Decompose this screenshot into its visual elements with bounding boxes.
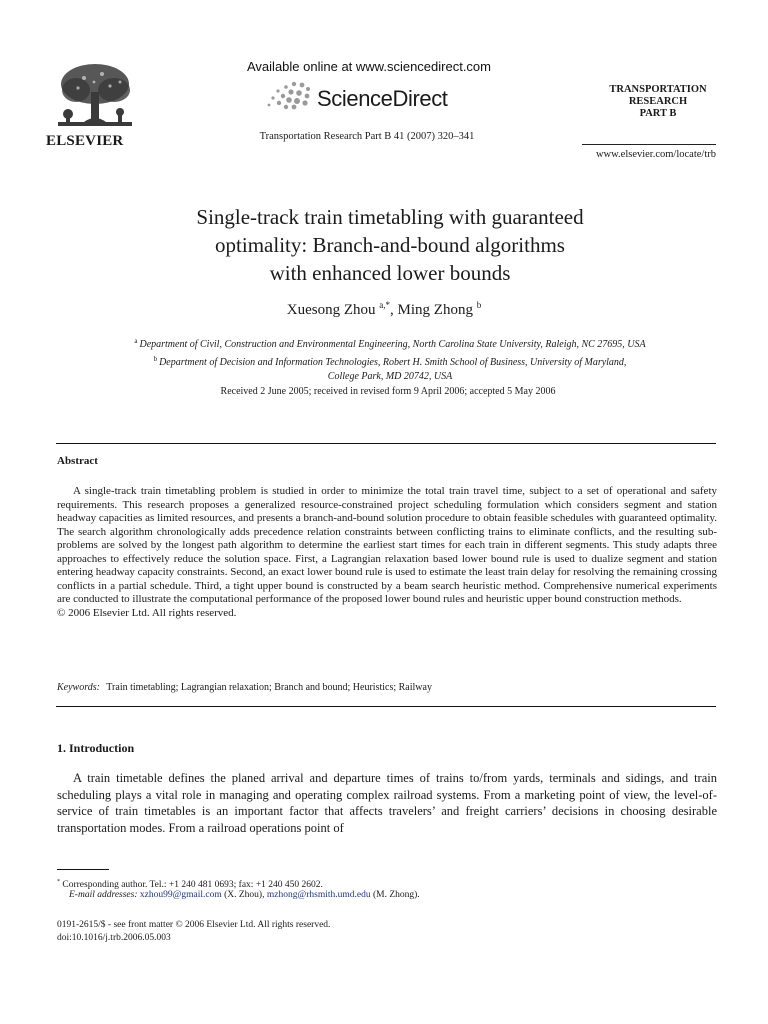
title-line: Single-track train timetabling with guaranteed bbox=[196, 205, 584, 229]
email-link-zhou[interactable]: xzhou99@gmail.com bbox=[139, 890, 222, 900]
affiliation-b bbox=[60, 352, 720, 370]
footnote-rule bbox=[57, 869, 109, 870]
available-online-text: Available online at www.sciencedirect.com bbox=[247, 59, 491, 74]
title-line: with enhanced lower bounds bbox=[269, 261, 511, 285]
sciencedirect-dot bbox=[292, 105, 297, 110]
sciencedirect-dot bbox=[288, 89, 293, 94]
sciencedirect-dot bbox=[306, 87, 310, 91]
author-affiliation-mark: b bbox=[476, 300, 482, 310]
title-line: optimality: Branch-and-bound algorithms bbox=[215, 233, 565, 257]
sciencedirect-dot bbox=[284, 105, 288, 109]
author-separator: , bbox=[390, 302, 398, 318]
sciencedirect-dot bbox=[292, 82, 296, 86]
journal-title-line: RESEARCH bbox=[628, 96, 688, 107]
email-owner: (M. Zhong). bbox=[372, 890, 420, 900]
section-heading-introduction: 1. Introduction bbox=[57, 741, 135, 755]
keywords-label: Keywords: bbox=[57, 682, 100, 693]
sciencedirect-logo-icon bbox=[264, 80, 312, 110]
abstract-copyright: © 2006 Elsevier Ltd. All rights reserved. bbox=[57, 606, 237, 619]
sciencedirect-dot bbox=[284, 85, 288, 89]
email-owner: (X. Zhou), bbox=[224, 890, 265, 900]
author-affiliation-mark: a,* bbox=[379, 300, 391, 310]
header-divider bbox=[582, 144, 716, 145]
sciencedirect-dot bbox=[271, 96, 274, 99]
sciencedirect-dot bbox=[277, 101, 281, 105]
affiliation-text: Department of Decision and Information Technologies, Robert H. Smith School of Business, University of Maryland, bbox=[159, 357, 627, 368]
affiliation-text: Department of Civil, Construction and Environmental Engineering, North Carolina State University, Raleigh, NC 27695, USA bbox=[139, 339, 646, 350]
author-list bbox=[0, 300, 768, 319]
sciencedirect-dot bbox=[276, 89, 279, 92]
email-label: E-mail addresses: bbox=[69, 890, 138, 900]
sciencedirect-dot bbox=[281, 94, 285, 98]
journal-reference: Transportation Research Part B 41 (2007) 320–341 bbox=[259, 131, 475, 142]
sciencedirect-brand: ScienceDirect bbox=[317, 86, 448, 111]
email-link-zhong[interactable]: mzhong@rhsmith.umd.edu bbox=[266, 890, 371, 900]
author-name: Ming Zhong bbox=[397, 302, 473, 318]
abstract-body bbox=[57, 485, 717, 620]
affiliations bbox=[60, 334, 720, 384]
abstract-text: A single-track train timetabling problem is studied in order to minimize the total train travel time, subject to a set of operational and safety requirements. This research proposes a generalized resource-constrained project scheduling formulation which considers segment and station headway capacities as limited resources, and presents a branch-and-bound solution procedure to obtain feasible schedules with guaranteed optimality. The search algorithm chronologically adds precedence relation constraints between conflicting trains to eliminate conflicts, and the resulting sub-problems are solved by the longest path algorithm to determine the earliest start times for each train in different segments. This study adapts three approaches to effectively reduce the solution space. First, a Lagrangian relaxation based lower bound rule is used to dualize segment and station entering headway capacity constraints. Second, an exact lower bound rule is used to estimate the least train delay for resolving the remaining crossing conflicts in a partial schedule. Third, a tight upper bound is constructed by a beam search heuristic method. Comprehensive numerical experiments are conducted to illustrate the computational performance of the proposed lower bound rules and heuristic upper bound construction methods. bbox=[57, 485, 717, 605]
issn-line: 0191-2615/$ - see front matter © 2006 Elsevier Ltd. All rights reserved. bbox=[57, 920, 331, 930]
doi-link[interactable]: doi:10.1016/j.trb.2006.05.003 bbox=[57, 933, 171, 943]
received-dates: Received 2 June 2005; received in revised form 9 April 2006; accepted 5 May 2006 bbox=[220, 386, 556, 397]
publisher-name: ELSEVIER bbox=[46, 133, 124, 149]
sciencedirect-dot bbox=[294, 98, 300, 104]
sciencedirect-dot bbox=[305, 94, 310, 99]
sciencedirect-dot bbox=[268, 104, 271, 107]
affiliation-mark: b bbox=[153, 355, 158, 363]
sciencedirect-dot bbox=[300, 83, 305, 88]
journal-url-link[interactable]: www.elsevier.com/locate/trb bbox=[595, 149, 716, 160]
affiliation-b-line2: College Park, MD 20742, USA bbox=[327, 371, 453, 382]
keywords bbox=[57, 682, 432, 693]
sciencedirect-dot bbox=[286, 97, 292, 103]
journal-title-line: TRANSPORTATION bbox=[609, 84, 707, 95]
journal-title-line: PART B bbox=[639, 108, 677, 119]
article-title bbox=[90, 203, 690, 287]
sciencedirect-dot bbox=[302, 100, 307, 105]
journal-title bbox=[588, 84, 728, 120]
abstract-top-rule bbox=[56, 443, 716, 444]
abstract-bottom-rule bbox=[56, 706, 716, 707]
introduction-paragraph: A train timetable defines the planed arrival and departure times of trains to/from yards, terminals and sidings, and train scheduling plays a vital role in managing and operating complex railroad systems. From a marketing point of view, the level-of-service of train timetables is an important factor that affects travelers’ and freight carriers’ decisions in choosing desirable transportation modes. From a railroad operations point of bbox=[57, 771, 717, 835]
corresponding-author-text: Corresponding author. Tel.: +1 240 481 0693; fax: +1 240 450 2602. bbox=[62, 880, 323, 890]
affiliation-mark: a bbox=[134, 337, 138, 345]
author-name: Xuesong Zhou bbox=[286, 302, 376, 318]
footnote-mark: * bbox=[57, 879, 60, 885]
email-footnote bbox=[69, 889, 420, 902]
keywords-list: Train timetabling; Lagrangian relaxation; Branch and bound; Heuristics; Railway bbox=[106, 682, 432, 693]
sciencedirect-dot bbox=[296, 90, 302, 96]
abstract-heading: Abstract bbox=[57, 455, 98, 467]
affiliation-a bbox=[60, 334, 720, 352]
